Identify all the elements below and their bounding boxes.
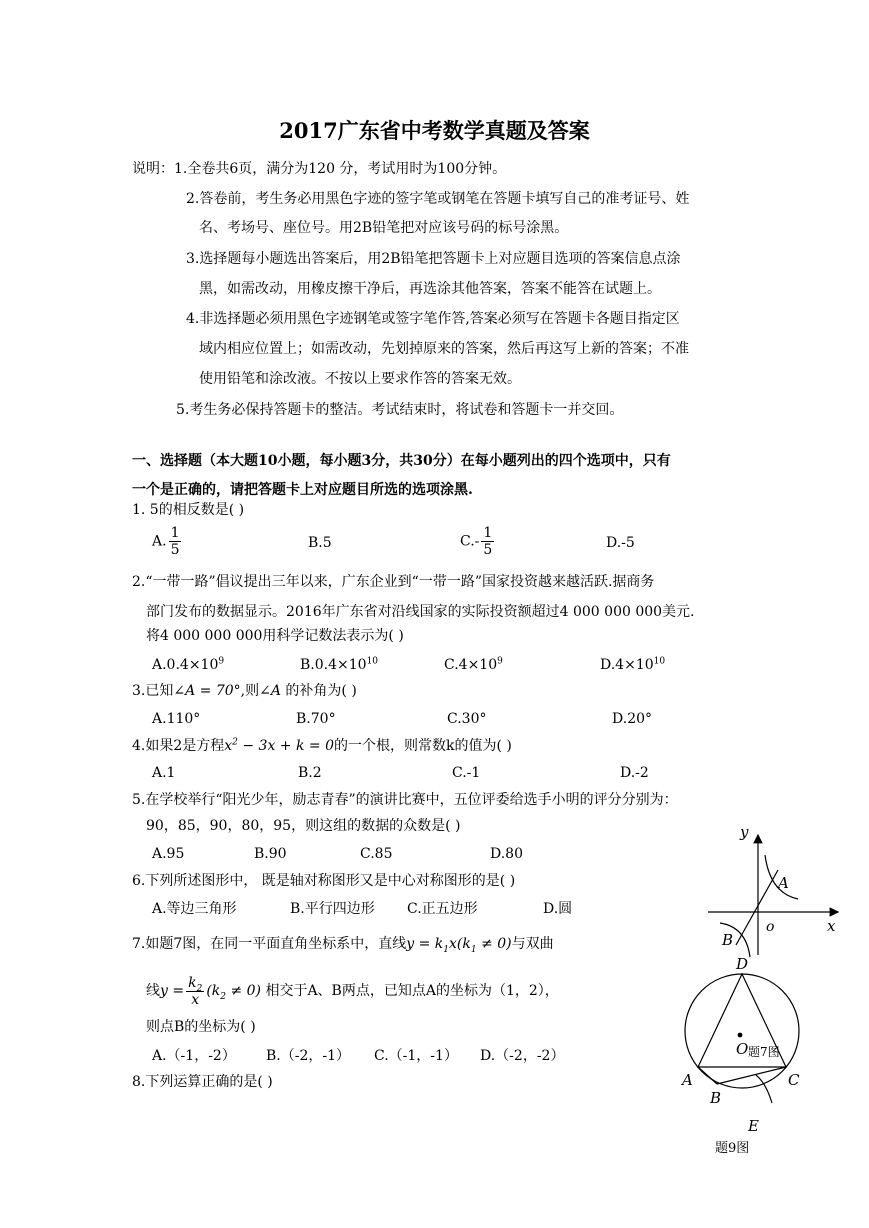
instruction-1: 1.全卷共6页，满分为120 分，考试用时为100分钟。 (174, 161, 507, 177)
fig9-label-c: C (788, 1071, 800, 1089)
q3-option-d-value: 20° (627, 711, 653, 727)
q7-option-d: D.（-2，-2） (480, 1048, 565, 1064)
q7-line-2 (146, 974, 559, 1008)
section1-heading-b: 一个是正确的，请把答题卡上对应题目所选的选项涂黑. (132, 482, 473, 498)
fig7-label-y: y (740, 823, 749, 841)
q5-option-a: A.95 (152, 846, 185, 862)
fig7-label-a: A (778, 874, 789, 892)
q6-option-c: C.正五边形 (407, 901, 478, 917)
q7-l1-post: 与双曲 (511, 936, 554, 952)
q7-l1-math2: x(k (449, 936, 471, 952)
fig7-label-b: B (722, 931, 734, 949)
q2-option-a (152, 656, 224, 674)
q3-option-c-value: 30° (461, 711, 487, 727)
instruction-4c: 使用铅笔和涂改液。不按以上要求作答的答案无效。 (199, 371, 521, 387)
q4-option-d: D.-2 (620, 765, 649, 781)
q2-line-1: 2.“一带一路”倡议提出三年以来，广东企业到“一带一路”国家投资越来越活跃.据商务 (132, 574, 655, 590)
q7-hyperbola-fraction (186, 975, 204, 1008)
q4-option-a: A.1 (152, 765, 176, 781)
q4-pre: 4.如果2是方程 (132, 738, 225, 754)
instruction-2b: 名、考场号、座位号。用2B铅笔把对应该号码的标号涂黑。 (199, 220, 569, 236)
figure-9 (660, 955, 820, 1165)
q1-option-a-fraction (169, 525, 182, 558)
q3-option-d (612, 710, 652, 728)
q2-option-d-exp: 10 (653, 656, 666, 667)
q7-fraction-denominator: x (191, 991, 200, 1008)
q3-option-a-value: 110° (166, 711, 201, 727)
q3-angle-value: ∠A = 70° (173, 683, 241, 699)
q2-option-a-exp: 9 (218, 656, 225, 667)
q4-post: 的一个根，则常数k的值为( ) (334, 738, 512, 754)
q2-option-b (300, 656, 378, 674)
q6-option-d: D.圆 (543, 901, 573, 917)
q2-option-d-base: D.4×10 (600, 657, 654, 673)
q7-l2-post: 相交于A、B两点，已知点A的坐标为（1，2）， (261, 983, 559, 999)
q2-option-b-base: B.0.4×10 (300, 657, 367, 673)
q1-option-a-prefix: A. (152, 533, 167, 550)
q1-option-b: B.5 (308, 535, 332, 551)
instruction-5: 5.考生务必保持答题卡的整洁。考试结束时，将试卷和答题卡一并交回。 (176, 402, 624, 418)
q7-l2-y: y = (160, 983, 185, 999)
q3-option-c (447, 710, 487, 728)
fig9-label-d: D (736, 955, 749, 973)
q1-option-a (152, 525, 183, 558)
fig7-label-o: o (766, 919, 775, 935)
q1-a-denominator: 5 (170, 542, 180, 558)
q4-stem (132, 737, 512, 755)
q4-eq-x: x (224, 738, 233, 754)
q3-stem (132, 682, 357, 700)
q7-l2-cond-sub: 2 (220, 991, 226, 1002)
section1-heading-a: 一、选择题（本大题10小题，每小题3分，共30分）在每小题列出的四个选项中，只有 (132, 453, 671, 469)
q2-option-b-exp: 10 (366, 656, 379, 667)
q4-equation (224, 738, 334, 754)
q7-option-b: B.（-2，-1） (266, 1048, 351, 1064)
q6-option-b: B.平行四边形 (290, 901, 375, 917)
q6-stem: 6.下列所述图形中， 既是轴对称图形又是中心对称图形的是( ) (132, 873, 516, 889)
q3-option-b-letter: B. (296, 711, 311, 727)
q7-line-1 (132, 935, 554, 953)
q3-option-a (152, 710, 200, 728)
fig9-line-ab (698, 1067, 717, 1084)
q1-a-numerator: 1 (170, 525, 180, 541)
instructions-prefix: 说明： (132, 161, 174, 177)
q7-line-3: 则点B的坐标为( ) (146, 1019, 256, 1035)
q8-stem: 8.下列运算正确的是( ) (132, 1074, 273, 1090)
fig9-line-bc (717, 1067, 786, 1084)
instruction-3b: 黑，如需改动，用橡皮擦干净后，再选涂其他答案，答案不能答在试题上。 (199, 281, 661, 297)
q5-option-d: D.80 (490, 846, 523, 862)
fig9-label-b: B (710, 1089, 722, 1107)
q1-c-numerator: 1 (483, 525, 493, 541)
q3-post: 的补角为( ) (280, 683, 357, 699)
q2-option-c (444, 656, 503, 674)
q6-option-a: A.等边三角形 (152, 901, 237, 917)
q7-l1-sub2: 1 (470, 944, 477, 955)
q7-fraction-numerator (186, 975, 204, 992)
q3-option-d-letter: D. (612, 711, 628, 727)
q7-l2-cond: (k (206, 983, 221, 999)
q7-condition (206, 983, 261, 1002)
q3-mid: ,则 (240, 683, 260, 699)
q7-option-a: A.（-1，-2） (152, 1048, 236, 1064)
q2-option-c-exp: 9 (497, 656, 503, 667)
instruction-4b: 域内相应位置上；如需改动，先划掉原来的答案，然后再这写上新的答案；不准 (199, 341, 689, 357)
q1-option-c-fraction (481, 525, 494, 558)
fig9-label-a: A (682, 1071, 693, 1089)
figure-7 (690, 815, 850, 960)
q7-option-c: C.（-1，-1） (374, 1048, 458, 1064)
instruction-2a: 2.答卷前，考生务必用黑色字迹的签字笔或钢笔在答题卡填写自己的准考证号、姓 (186, 191, 690, 207)
q5-option-c: C.85 (360, 846, 393, 862)
fig9-label-o: O (736, 1040, 749, 1058)
q1-stem: 1. 5的相反数是( ) (132, 502, 245, 518)
fig9-center-dot (738, 1033, 743, 1038)
q7-l1-sub: 1 (443, 944, 450, 955)
q7-l1-pre: 7.如题7图，在同一平面直角坐标系中，直线 (132, 936, 407, 952)
q2-option-c-base: C.4×10 (444, 657, 498, 673)
fig9-caption: 题9图 (715, 1141, 750, 1156)
q7-l2-pre: 线 (146, 983, 160, 999)
q4-option-b: B.2 (298, 765, 322, 781)
q4-option-c: C.-1 (452, 765, 481, 781)
q4-eq-exp: 2 (232, 737, 238, 748)
q1-option-c-prefix: C.- (460, 533, 480, 550)
fig9-tangent-e (756, 1075, 772, 1103)
q3-option-b (296, 710, 336, 728)
q2-line-2: 部门发布的数据显示。2016年广东省对沿线国家的实际投资额超过4 000 000 000美元. (146, 604, 695, 620)
q2-option-d (600, 656, 665, 674)
q5-line-1: 5.在学校举行“阳光少年，励志青春”的演讲比赛中，五位评委给选手小明的评分分别为： (132, 792, 678, 808)
fig9-label-e: E (748, 1117, 759, 1135)
q2-option-a-base: A.0.4×10 (152, 657, 219, 673)
fig9-overlap-caption: 题7图 (748, 1045, 780, 1059)
q7-l2-num: k (188, 974, 197, 991)
q1-option-c (460, 525, 496, 558)
q1-option-d: D.-5 (606, 535, 635, 551)
q2-line-3: 将4 000 000 000用科学记数法表示为( ) (146, 628, 404, 644)
q3-option-c-letter: C. (447, 711, 462, 727)
q4-eq-rest: − 3x + k = 0 (237, 738, 334, 754)
instruction-3a: 3.选择题每小题选出答案后，用2B铅笔把答题卡上对应题目选项的答案信息点涂 (186, 251, 681, 267)
q5-line-2: 90，85，90，80，95，则这组的数据的众数是( ) (146, 818, 461, 834)
q3-option-b-value: 70° (310, 711, 336, 727)
q7-l1-math3: ≠ 0) (476, 936, 512, 952)
q5-option-b: B.90 (254, 846, 287, 862)
fig7-label-x: x (827, 917, 836, 935)
q1-c-denominator: 5 (483, 542, 493, 558)
page-title: 2017广东省中考数学真题及答案 (279, 118, 590, 143)
q7-l2-cond2: ≠ 0) (226, 983, 261, 999)
q3-option-a-letter: A. (152, 711, 167, 727)
q7-l2-num-sub: 2 (196, 983, 203, 994)
instructions-line-1 (132, 160, 506, 178)
q3-pre: 3.已知 (132, 683, 174, 699)
q7-l1-math: y = k (406, 936, 444, 952)
q7-line-equation (406, 936, 512, 955)
instruction-4a: 4.非选择题必须用黑色字迹钢笔或签字笔作答,答案必须写在答题卡各题目指定区 (186, 311, 680, 327)
q3-angle: ∠A (259, 683, 281, 699)
